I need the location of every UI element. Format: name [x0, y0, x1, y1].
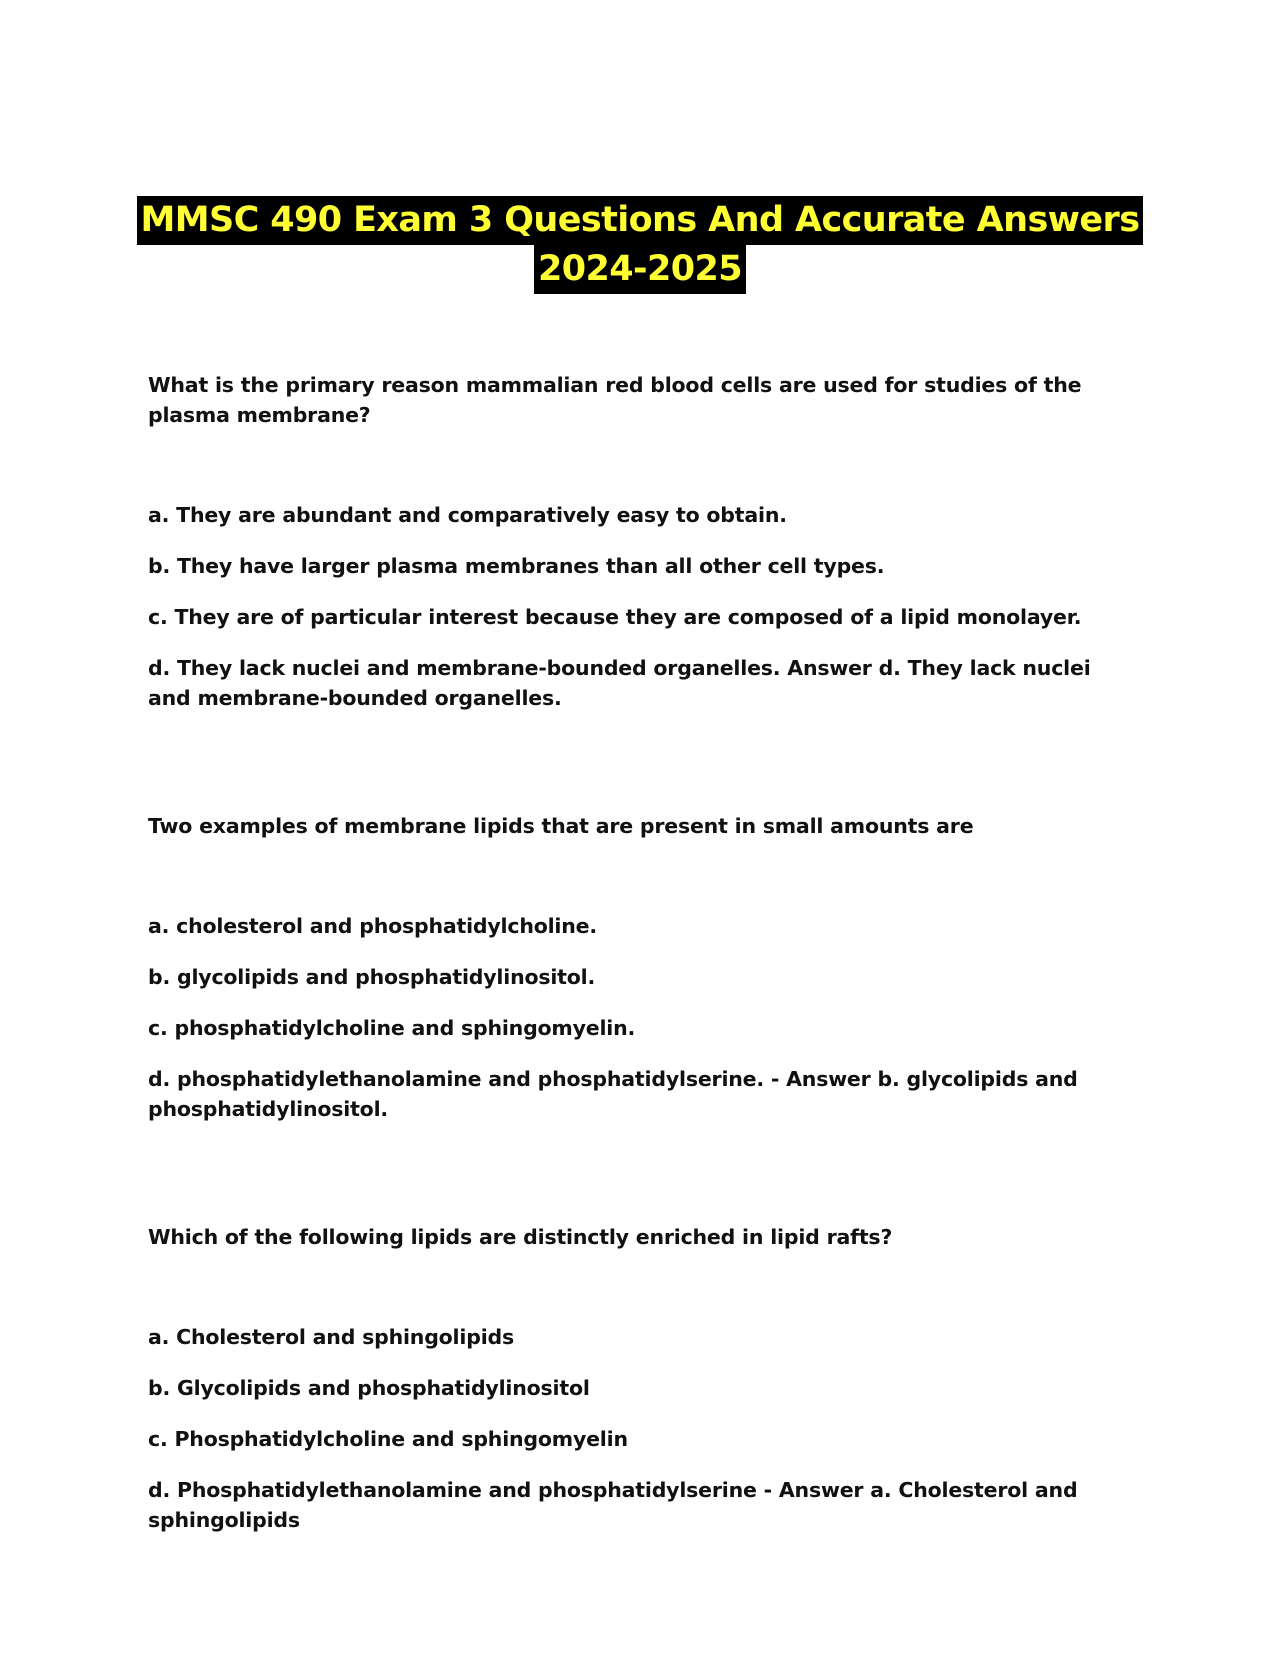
- title-line-1: MMSC 490 Exam 3 Questions And Accurate Answers: [137, 196, 1144, 245]
- question-text-2: Two examples of membrane lipids that are present in small amounts are: [148, 814, 974, 838]
- option-a: a. Cholesterol and sphingolipids: [148, 1325, 514, 1349]
- document-title: [0, 196, 1280, 294]
- option-d-with-answer: d. They lack nuclei and membrane-bounded organelles. Answer d. They lack nuclei and membrane-bounded organelles.: [148, 656, 1091, 710]
- option-d-with-answer: d. phosphatidylethanolamine and phosphatidylserine. - Answer b. glycolipids and phosphatidylinositol.: [148, 1067, 1078, 1121]
- options-list-2: [148, 911, 1138, 1124]
- question-text-1: What is the primary reason mammalian red blood cells are used for studies of the plasma membrane?: [148, 373, 1082, 427]
- title-line-2: 2024-2025: [534, 245, 746, 294]
- option-c: c. Phosphatidylcholine and sphingomyelin: [148, 1427, 628, 1451]
- option-b: b. glycolipids and phosphatidylinositol.: [148, 965, 596, 989]
- question-block-2: [148, 811, 1138, 1124]
- question-text-3: Which of the following lipids are distinctly enriched in lipid rafts?: [148, 1225, 893, 1249]
- option-a: a. They are abundant and comparatively easy to obtain.: [148, 503, 787, 527]
- options-list-1: [148, 500, 1138, 713]
- option-a: a. cholesterol and phosphatidylcholine.: [148, 914, 597, 938]
- option-b: b. They have larger plasma membranes than all other cell types.: [148, 554, 885, 578]
- option-c: c. phosphatidylcholine and sphingomyelin.: [148, 1016, 636, 1040]
- question-block-1: [148, 370, 1138, 713]
- question-list: [148, 370, 1138, 1635]
- options-list-3: [148, 1322, 1138, 1535]
- option-d-with-answer: d. Phosphatidylethanolamine and phosphatidylserine - Answer a. Cholesterol and sphingolipids: [148, 1478, 1078, 1532]
- option-b: b. Glycolipids and phosphatidylinositol: [148, 1376, 590, 1400]
- option-c: c. They are of particular interest because they are composed of a lipid monolayer.: [148, 605, 1082, 629]
- question-block-3: [148, 1222, 1138, 1535]
